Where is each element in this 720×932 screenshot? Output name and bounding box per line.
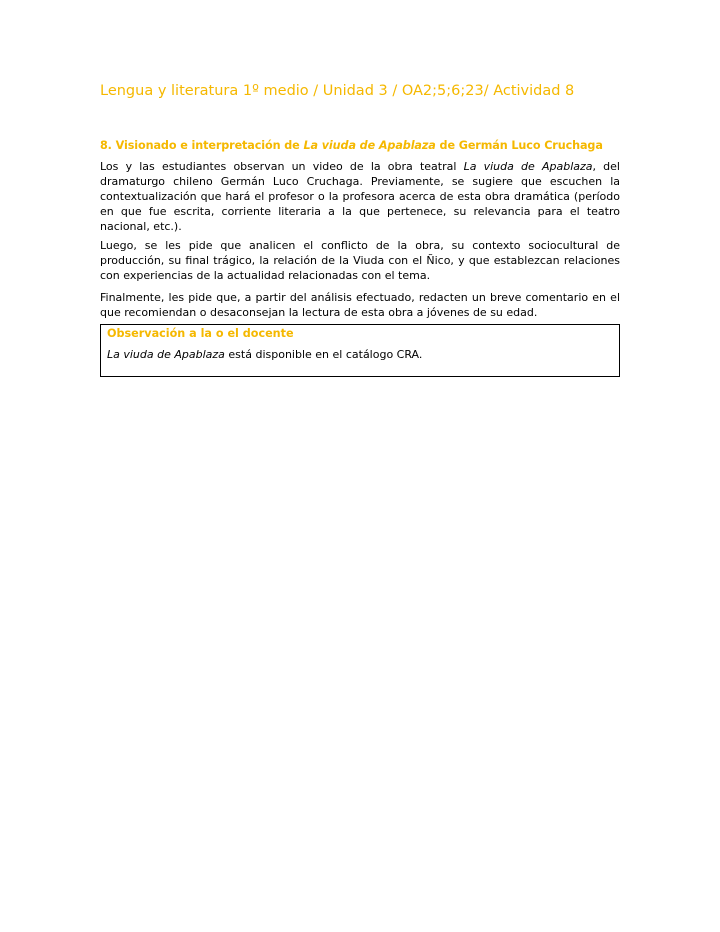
teacher-note-text bbox=[107, 348, 422, 361]
section-title-prefix: 8. Visionado e interpretación de bbox=[100, 139, 304, 152]
section-title bbox=[100, 139, 620, 152]
teacher-note-title: Observación a la o el docente bbox=[107, 327, 294, 340]
teacher-note-availability: está disponible en el catálogo CRA. bbox=[224, 348, 423, 361]
section-title-suffix: de Germán Luco Cruchaga bbox=[435, 139, 603, 152]
paragraph-intro-before: Los y las estudiantes observan un video de la obra teatral bbox=[100, 160, 464, 173]
paragraph-commentary: Finalmente, les pide que, a partir del análisis efectuado, redacten un breve comentario en el que recomiendan o desaconsejan la lectura de esta obra a jóvenes de su edad. bbox=[100, 291, 620, 319]
section-title-work: La viuda de Apablaza bbox=[303, 139, 436, 152]
paragraph-analysis: Luego, se les pide que analicen el conflicto de la obra, su contexto sociocultural de producción, su final trágico, la relación de la Viuda con el Ñico, y que establezcan relaciones con experiencias de la actualidad relacionadas con el tema. bbox=[100, 239, 620, 282]
paragraph-intro bbox=[100, 159, 620, 234]
page-header: Lengua y literatura 1º medio / Unidad 3 / OA2;5;6;23/ Actividad 8 bbox=[100, 83, 575, 99]
paragraph-intro-after: , del dramaturgo chileno Germán Luco Cruchaga. Previamente, se sugiere que escuchen la contextualización que hará el profesor o la profesora acerca de esta obra dramática (período en que fue escrita, corriente literaria a la que pertenece, su relevancia para el teatro nacional, etc.). bbox=[100, 160, 620, 233]
paragraph-intro-work: La viuda de Apablaza bbox=[463, 160, 593, 173]
teacher-note-box bbox=[100, 324, 620, 377]
teacher-note-work: La viuda de Apablaza bbox=[107, 348, 225, 361]
